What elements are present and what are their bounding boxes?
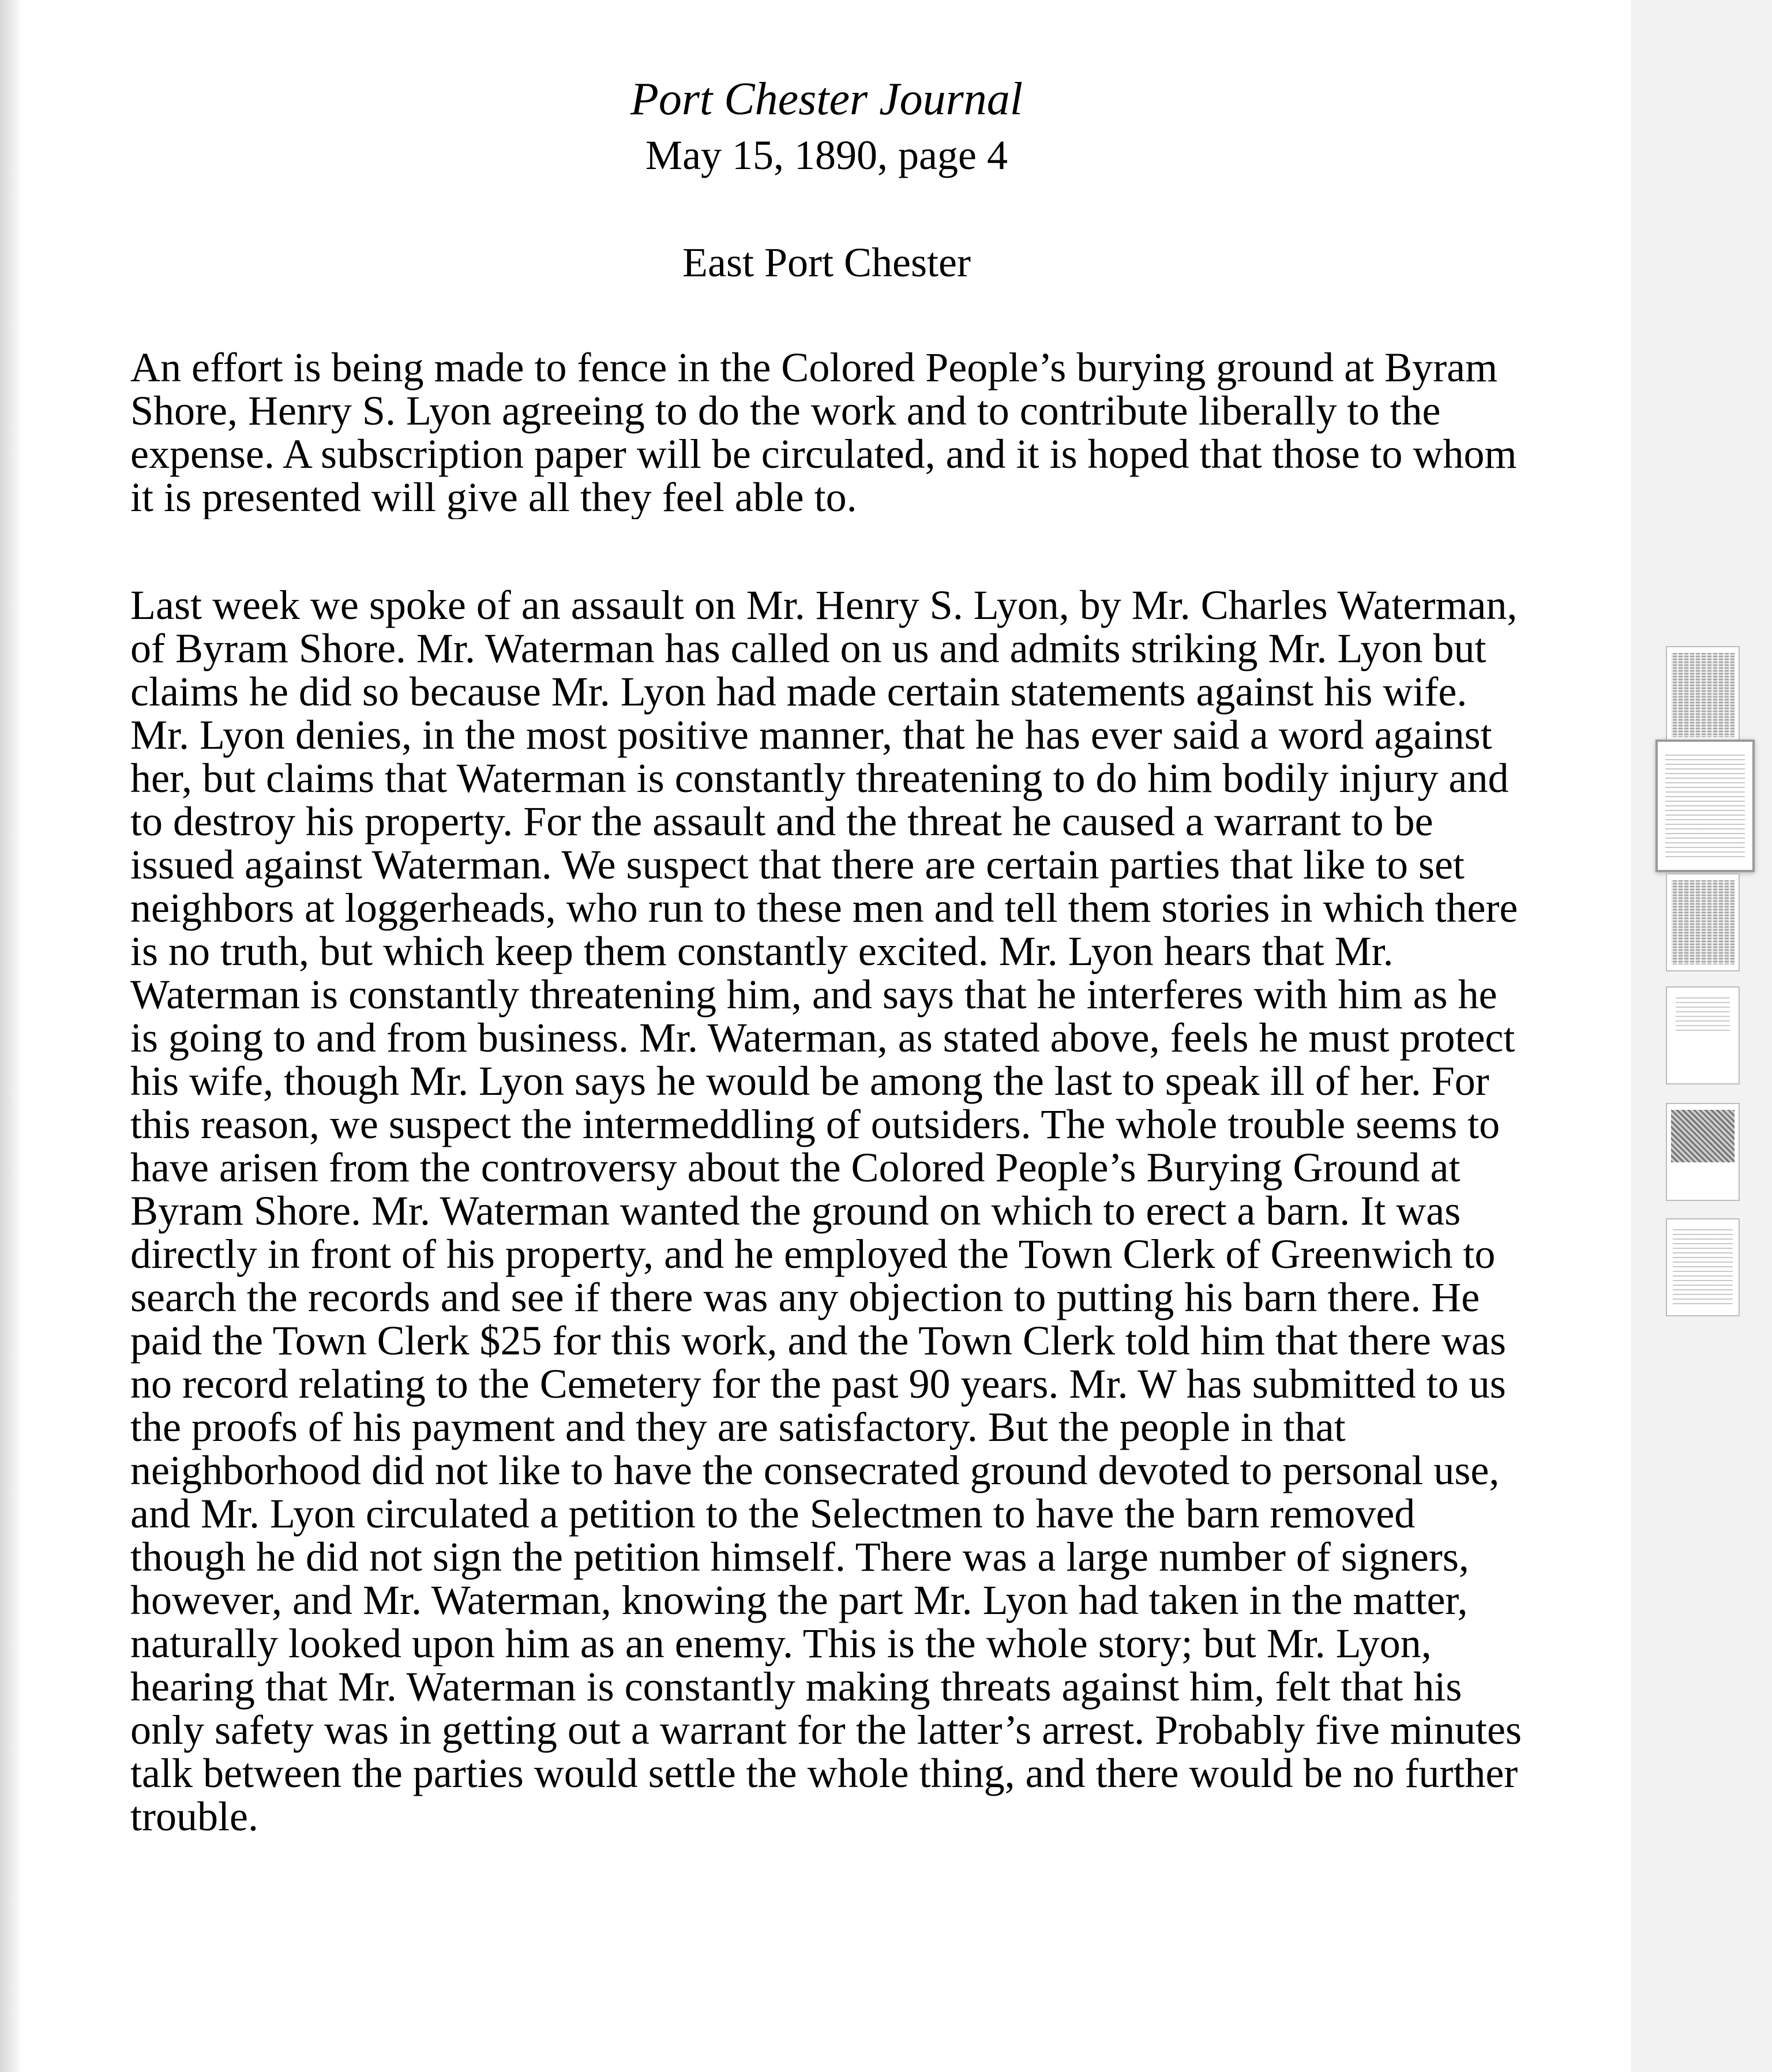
date-line: May 15, 1890, page 4 [645,132,1008,178]
text-line: trouble. [130,1793,258,1838]
page-thumbnail-5[interactable] [1666,1103,1740,1201]
page-thumbnail-3[interactable] [1666,873,1740,971]
text-line: hearing that Mr. Waterman is constantly making threats against him, felt that his [130,1664,1462,1710]
text-line: expense. A subscription paper will be circulated, and it is hoped that those to whom [130,431,1517,477]
thumbnail-preview [1671,1110,1734,1162]
page-thumbnail-2[interactable] [1655,740,1755,872]
document-page [22,0,1631,2072]
text-line: issued against Waterman. We suspect that there are certain parties that like to set [130,842,1465,888]
text-line: his wife, though Mr. Lyon says he would be among the last to speak ill of her. For [130,1058,1489,1104]
text-line: Shore, Henry S. Lyon agreeing to do the work and to contribute liberally to the [130,388,1441,434]
text-line: this reason, we suspect the intermeddling of outsiders. The whole trouble seems to [130,1101,1500,1147]
page-thumbnail-4[interactable] [1666,986,1740,1084]
page-thumbnail-sidebar [1631,0,1772,2072]
paragraph-2 [130,584,1653,1838]
thumbnail-preview [1671,653,1734,737]
text-line: of Byram Shore. Mr. Waterman has called on us and admits striking Mr. Lyon but [130,625,1486,671]
page-thumbnail-1[interactable] [1666,646,1740,744]
thumbnail-preview [1676,997,1730,1031]
text-line: only safety was in getting out a warrant for the latter’s arrest. Probably five minutes [130,1707,1522,1753]
text-line: it is presented will give all they feel able to. [130,474,857,519]
text-line: is going to and from business. Mr. Waterman, as stated above, feels he must protect [130,1015,1515,1061]
text-line: her, but claims that Waterman is constantly threatening to do him bodily injury and [130,755,1509,801]
text-line: directly in front of his property, and he employed the Town Clerk of Greenwich to [130,1231,1496,1277]
text-line: Mr. Lyon denies, in the most positive manner, that he has ever said a word against [130,712,1492,758]
window-left-edge [0,0,22,2072]
text-line: to destroy his property. For the assault and the threat he caused a warrant to be [130,798,1433,844]
text-line: the proofs of his payment and they are satisfactory. But the people in that [130,1404,1346,1450]
text-line: no record relating to the Cemetery for the past 90 years. Mr. W has submitted to us [130,1361,1506,1407]
thumbnail-preview [1671,880,1734,964]
text-line: is no truth, but which keep them constantly excited. Mr. Lyon hears that Mr. [130,928,1394,974]
text-line: Byram Shore. Mr. Waterman wanted the ground on which to erect a barn. It was [130,1188,1461,1234]
text-line: naturally looked upon him as an enemy. This is the whole story; but Mr. Lyon, [130,1620,1432,1666]
section-heading: East Port Chester [682,239,971,286]
text-line: however, and Mr. Waterman, knowing the part Mr. Lyon had taken in the matter, [130,1577,1468,1623]
text-line: though he did not sign the petition himself. There was a large number of signers, [130,1534,1469,1580]
text-line: paid the Town Clerk $25 for this work, and the Town Clerk told him that there was [130,1317,1506,1364]
text-line: search the records and see if there was any objection to putting his barn there. He [130,1274,1480,1320]
text-line: Waterman is constantly threatening him, and says that he interferes with him as he [130,971,1497,1018]
text-line: neighborhood did not like to have the consecrated ground devoted to personal use, [130,1447,1500,1493]
text-line: talk between the parties would settle the whole thing, and there would be no further [130,1750,1518,1796]
journal-title: Port Chester Journal [630,74,1023,125]
page-thumbnail-6[interactable] [1666,1218,1740,1316]
text-line: and Mr. Lyon circulated a petition to the Selectmen to have the barn removed [130,1491,1416,1537]
text-line: Last week we spoke of an assault on Mr. Henry S. Lyon, by Mr. Charles Waterman, [130,584,1518,628]
thumbnail-preview [1673,1229,1733,1306]
text-line: An effort is being made to fence in the Colored People’s burying ground at Byram [130,346,1498,391]
text-line: neighbors at loggerheads, who run to these men and tell them stories in which there [130,885,1518,931]
thumbnail-preview [1665,755,1745,857]
paragraph-1 [130,346,1653,519]
text-line: have arisen from the controversy about the Colored People’s Burying Ground at [130,1144,1461,1191]
text-line: claims he did so because Mr. Lyon had made certain statements against his wife. [130,669,1467,715]
